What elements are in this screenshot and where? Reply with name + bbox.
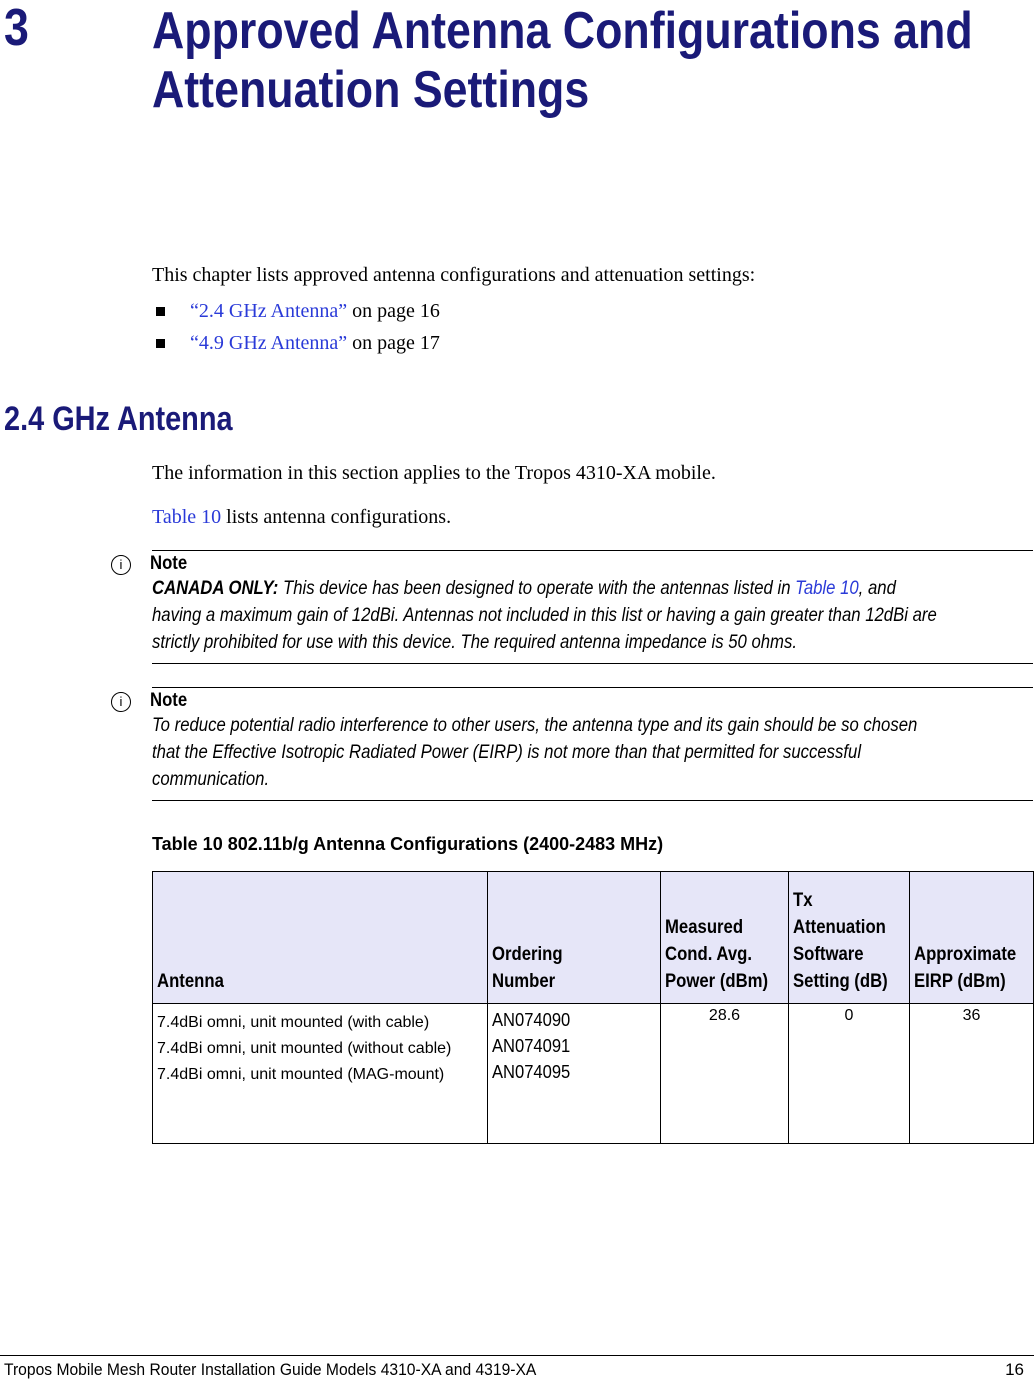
note-bottom-rule <box>152 663 1033 664</box>
chapter-title-line1: Approved Antenna Configurations and <box>152 2 973 60</box>
header-line: Approximate <box>914 944 1017 965</box>
cell-ordering-number <box>488 1004 661 1144</box>
note-line: strictly prohibited for use with this device. The required antenna impedance is 50 ohms. <box>152 632 797 653</box>
footer-rule <box>0 1355 1034 1356</box>
note-line: having a maximum gain of 12dBi. Antennas not included in this list or having a gain greater than 12dBi are <box>152 605 937 626</box>
cell-antenna <box>153 1004 488 1144</box>
note-line <box>152 575 1032 602</box>
header-eirp <box>910 872 1034 1004</box>
info-icon: i <box>111 692 131 712</box>
intro-text: This chapter lists approved antenna configurations and attenuation settings: <box>152 264 756 286</box>
note-top-rule <box>152 687 1033 688</box>
header-line: Antenna <box>157 971 224 992</box>
note-label: Note <box>150 690 188 711</box>
toc-page-ref: on page 16 <box>347 300 440 322</box>
bullet-square-icon <box>156 339 165 348</box>
table-row <box>153 1004 1034 1144</box>
section-paragraph: The information in this section applies to the Tropos 4310-XA mobile. <box>152 462 716 484</box>
table-ref-text: lists antenna configurations. <box>221 506 452 528</box>
cell-eirp: 36 <box>910 1004 1034 1144</box>
header-antenna <box>153 872 488 1004</box>
note-bottom-rule <box>152 800 1033 801</box>
antenna-option: 7.4dBi omni, unit mounted (with cable) <box>157 1014 430 1031</box>
antenna-config-table <box>152 871 1034 1144</box>
toc-link-4-9ghz[interactable]: “4.9 GHz Antenna” <box>190 332 348 354</box>
header-tx-attenuation <box>789 872 910 1004</box>
header-line: Number <box>492 971 556 992</box>
table-10-link[interactable]: Table 10 <box>795 578 859 599</box>
header-line: Power (dBm) <box>665 971 769 992</box>
toc-link-2-4ghz[interactable]: “2.4 GHz Antenna” <box>190 300 348 322</box>
table-10-link[interactable]: Table 10 <box>152 506 222 528</box>
note-text: , and <box>858 578 896 599</box>
header-line: Cond. Avg. <box>665 944 752 965</box>
header-line: Measured <box>665 917 744 938</box>
header-measured-power <box>661 872 789 1004</box>
header-line: EIRP (dBm) <box>914 971 1006 992</box>
antenna-option: 7.4dBi omni, unit mounted (MAG-mount) <box>157 1066 445 1083</box>
table-caption: Table 10 802.11b/g Antenna Configurations (2400-2483 MHz) <box>152 834 664 854</box>
note-top-rule <box>152 550 1033 551</box>
cell-tx-attenuation: 0 <box>789 1004 910 1144</box>
bullet-square-icon <box>156 307 165 316</box>
antenna-option: 7.4dBi omni, unit mounted (without cable) <box>157 1040 452 1057</box>
list-item <box>152 297 440 329</box>
header-line: Software <box>793 944 864 965</box>
section-paragraph-table-ref <box>152 506 451 529</box>
note-label: Note <box>150 553 188 574</box>
list-item <box>152 329 440 361</box>
section-heading: 2.4 GHz Antenna <box>4 400 233 438</box>
note-line: To reduce potential radio interference to other users, the antenna type and its gain should be so chosen <box>152 715 918 736</box>
note-body-interference <box>152 712 1032 793</box>
footer-page-number: 16 <box>1005 1360 1024 1379</box>
chapter-toc-list <box>152 297 440 361</box>
table-header-row <box>153 872 1034 1004</box>
note-text: This device has been designed to operate with the antennas listed in <box>278 578 796 599</box>
note-line: that the Effective Isotropic Radiated Power (EIRP) is not more than that permitted for successful <box>152 742 862 763</box>
cell-measured-power: 28.6 <box>661 1004 789 1144</box>
note-bold-prefix: CANADA ONLY: <box>152 578 279 599</box>
header-ordering-number <box>488 872 661 1004</box>
chapter-number: 3 <box>4 0 29 57</box>
toc-page-ref: on page 17 <box>347 332 440 354</box>
header-line: Attenuation <box>793 917 886 938</box>
ordering-number: AN074095 <box>492 1062 571 1082</box>
ordering-number: AN074090 <box>492 1010 571 1030</box>
header-line: Setting (dB) <box>793 971 888 992</box>
chapter-title <box>152 2 973 120</box>
chapter-title-line2: Attenuation Settings <box>152 61 590 119</box>
header-line: Tx <box>793 890 813 911</box>
ordering-number: AN074091 <box>492 1036 571 1056</box>
note-line: communication. <box>152 769 270 790</box>
info-icon: i <box>111 555 131 575</box>
header-line: Ordering <box>492 944 563 965</box>
note-body-canada <box>152 575 1032 656</box>
footer-doc-title: Tropos Mobile Mesh Router Installation Guide Models 4310-XA and 4319-XA <box>4 1360 537 1379</box>
